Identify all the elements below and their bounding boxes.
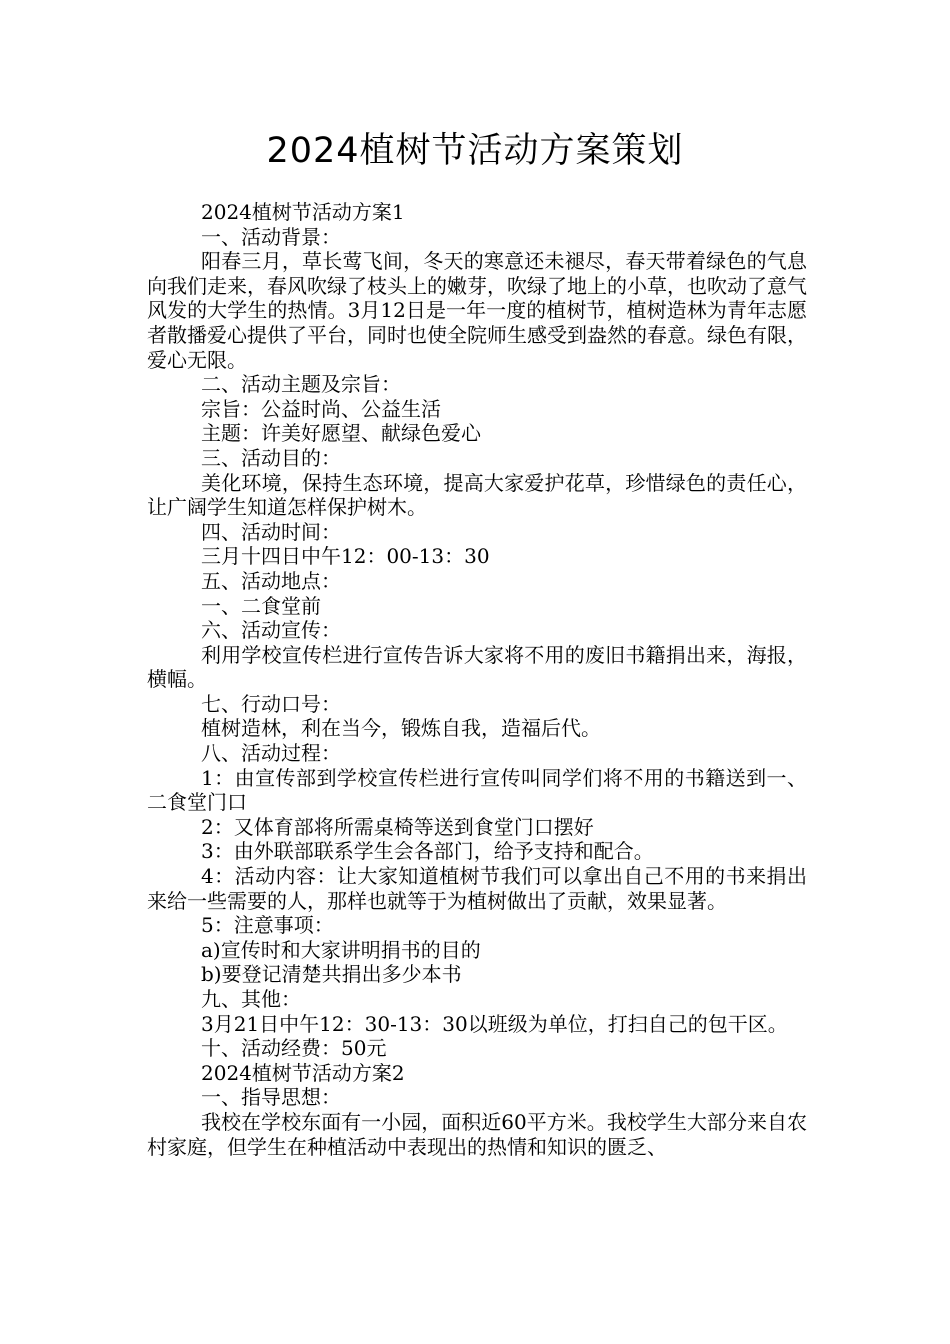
heading-time: 四、活动时间： <box>201 519 341 544</box>
paragraph-guiding-idea: 我校在学校东面有一小园，面积近60平方米。我校学生大部分来自农村家庭，但学生在种植活动中表现出的热情和知识的匮乏、 <box>147 1109 807 1159</box>
process-step-3: 3：由外联部联系学生会各部门，给予支持和配合。 <box>201 839 654 864</box>
paragraph-purpose: 宗旨：公益时尚、公益生活 <box>201 396 441 421</box>
heading-background: 一、活动背景： <box>201 224 341 249</box>
paragraph-goal: 美化环境，保持生态环境，提高大家爱护花草，珍惜绿色的责任心，让广阔学生知道怎样保护树木。 <box>147 470 807 520</box>
process-step-2: 2：又体育部将所需桌椅等送到食堂门口摆好 <box>201 814 594 839</box>
paragraph-location: 一、二食堂前 <box>201 593 321 618</box>
section-heading-plan-1: 2024植树节活动方案1 <box>201 200 405 224</box>
section-heading-plan-2: 2024植树节活动方案2 <box>201 1060 405 1085</box>
heading-publicity: 六、活动宣传： <box>201 618 341 643</box>
note-item-b: b)要登记清楚共捐出多少本书 <box>201 962 462 987</box>
paragraph-slogan: 植树造林，利在当今，锻炼自我，造福后代。 <box>201 716 601 741</box>
heading-guiding-idea: 一、指导思想： <box>201 1085 341 1110</box>
paragraph-time: 三月十四日中午12：00-13：30 <box>201 544 490 569</box>
document-title: 2024植树节活动方案策划 <box>266 131 684 171</box>
document-body <box>147 200 807 1159</box>
heading-other: 九、其他： <box>201 987 301 1011</box>
heading-theme: 二、活动主题及宗旨： <box>201 372 401 397</box>
heading-goal: 三、活动目的： <box>201 445 341 470</box>
process-step-1: 1：由宣传部到学校宣传栏进行宣传叫同学们将不用的书籍送到一、二食堂门口 <box>147 765 807 815</box>
process-step-5: 5：注意事项： <box>201 913 334 938</box>
heading-location: 五、活动地点： <box>201 568 341 593</box>
paragraph-background: 阳春三月，草长莺飞间，冬天的寒意还未褪尽，春天带着绿色的气息向我们走来，春风吹绿了枝头上的嫩芽，吹绿了地上的小草，也吹动了意气风发的大学生的热情。3月12日是一年一度的植树节，植树造林为青年志愿者散播爱心提供了平台，同时也使全院师生感受到盎然的春意。绿色有限，爱心无限。 <box>147 249 807 372</box>
paragraph-other: 3月21日中午12：30-13：30以班级为单位，打扫自己的包干区。 <box>201 1011 788 1036</box>
paragraph-budget: 十、活动经费：50元 <box>201 1036 387 1061</box>
paragraph-publicity: 利用学校宣传栏进行宣传告诉大家将不用的废旧书籍捐出来，海报，横幅。 <box>147 642 807 692</box>
heading-slogan: 七、行动口号： <box>201 691 341 716</box>
heading-process: 八、活动过程： <box>201 741 341 766</box>
paragraph-theme: 主题：许美好愿望、献绿色爱心 <box>201 421 481 446</box>
process-step-4: 4：活动内容：让大家知道植树节我们可以拿出自己不用的书来捐出来给一些需要的人，那样也就等于为植树做出了贡献，效果显著。 <box>147 864 807 913</box>
note-item-a: a)宣传时和大家讲明捐书的目的 <box>201 937 481 962</box>
